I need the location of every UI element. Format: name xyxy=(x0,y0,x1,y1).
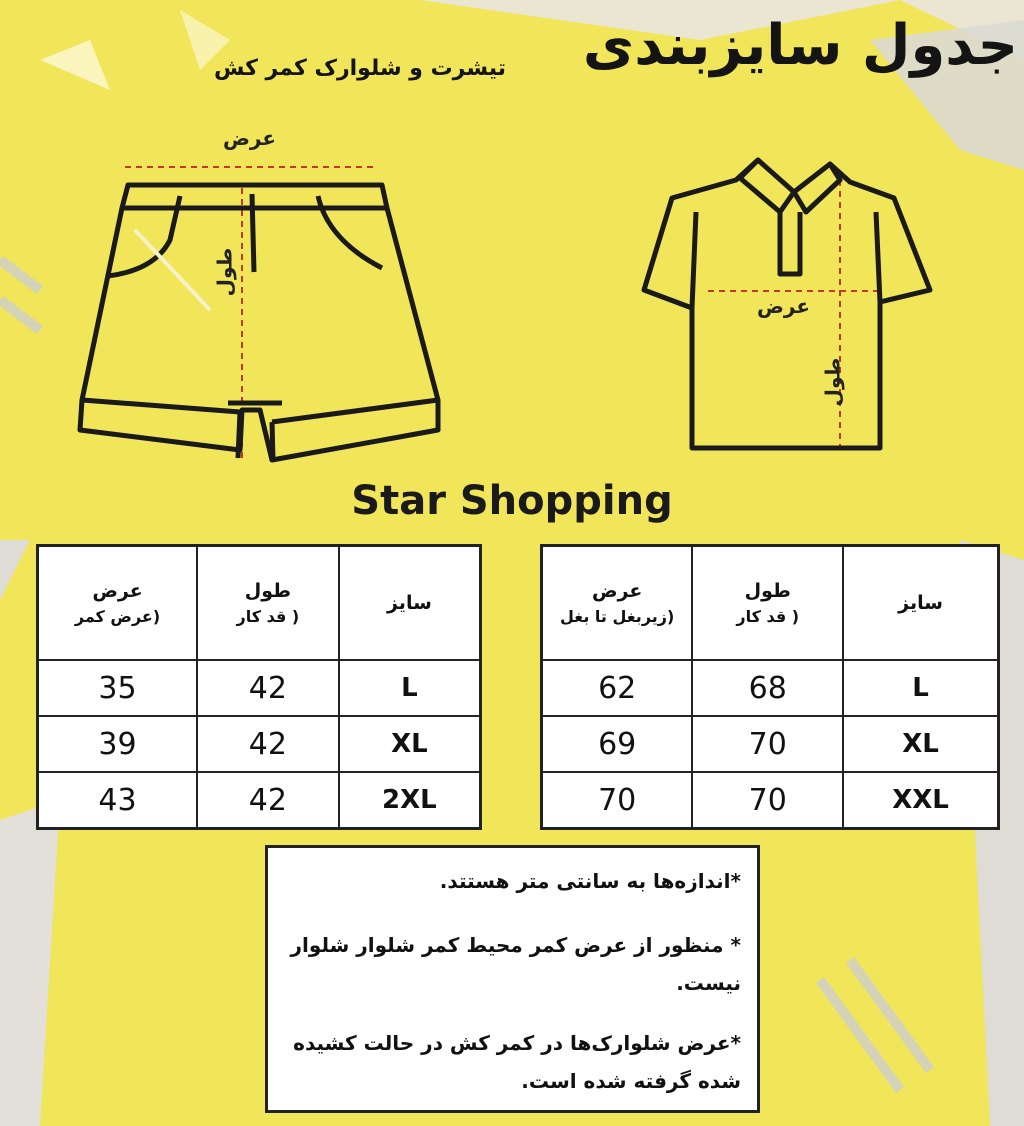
header-size: سایز xyxy=(843,546,998,661)
table-row xyxy=(542,716,999,772)
table-row xyxy=(38,660,481,716)
cell-width: 39 xyxy=(38,716,198,772)
cell-size: L xyxy=(843,660,998,716)
header-width: عرض (زیربغل تا بغل xyxy=(542,546,693,661)
page-title: جدول سایزبندی xyxy=(582,13,1018,78)
note-item: *اندازه‌ها به سانتی متر هستتد. xyxy=(439,869,741,893)
table-row xyxy=(542,772,999,829)
shorts-width-label: عرض xyxy=(223,126,277,150)
cell-size: L xyxy=(339,660,481,716)
cell-length: 42 xyxy=(197,716,339,772)
cell-size: 2XL xyxy=(339,772,481,829)
note-item: * منظور از عرض کمر محیط کمر شلوار شلوار نیست. xyxy=(290,933,741,995)
notes-box xyxy=(265,845,760,1113)
header-length: طول ( قد کار xyxy=(197,546,339,661)
shirt-size-table xyxy=(540,544,1000,830)
cell-length: 42 xyxy=(197,660,339,716)
table-row xyxy=(38,716,481,772)
shorts-size-table xyxy=(36,544,482,830)
cell-length: 42 xyxy=(197,772,339,829)
table-row xyxy=(38,772,481,829)
note-item: *عرض شلوارک‌ها در کمر کش در حالت کشیده شده گرفته شده است. xyxy=(293,1031,741,1093)
table-header-row xyxy=(542,546,999,661)
cell-length: 68 xyxy=(692,660,843,716)
cell-width: 35 xyxy=(38,660,198,716)
cell-width: 43 xyxy=(38,772,198,829)
shirt-width-label: عرض xyxy=(757,294,811,318)
cell-width: 62 xyxy=(542,660,693,716)
shorts-illustration xyxy=(60,150,460,480)
brand-name: Star Shopping xyxy=(351,478,673,524)
cell-size: XL xyxy=(843,716,998,772)
table-row xyxy=(542,660,999,716)
cell-size: XXL xyxy=(843,772,998,829)
header-length: طول ( قد کار xyxy=(692,546,843,661)
shorts-length-label: طول xyxy=(212,247,237,297)
cell-length: 70 xyxy=(692,772,843,829)
cell-length: 70 xyxy=(692,716,843,772)
header-width: عرض (عرض کمر xyxy=(38,546,198,661)
header-size: سایز xyxy=(339,546,481,661)
page-subtitle: تیشرت و شلوارک کمر کش xyxy=(214,56,506,81)
table-header-row xyxy=(38,546,481,661)
cell-width: 70 xyxy=(542,772,693,829)
cell-size: XL xyxy=(339,716,481,772)
cell-width: 69 xyxy=(542,716,693,772)
shirt-length-label: طول xyxy=(820,357,845,407)
